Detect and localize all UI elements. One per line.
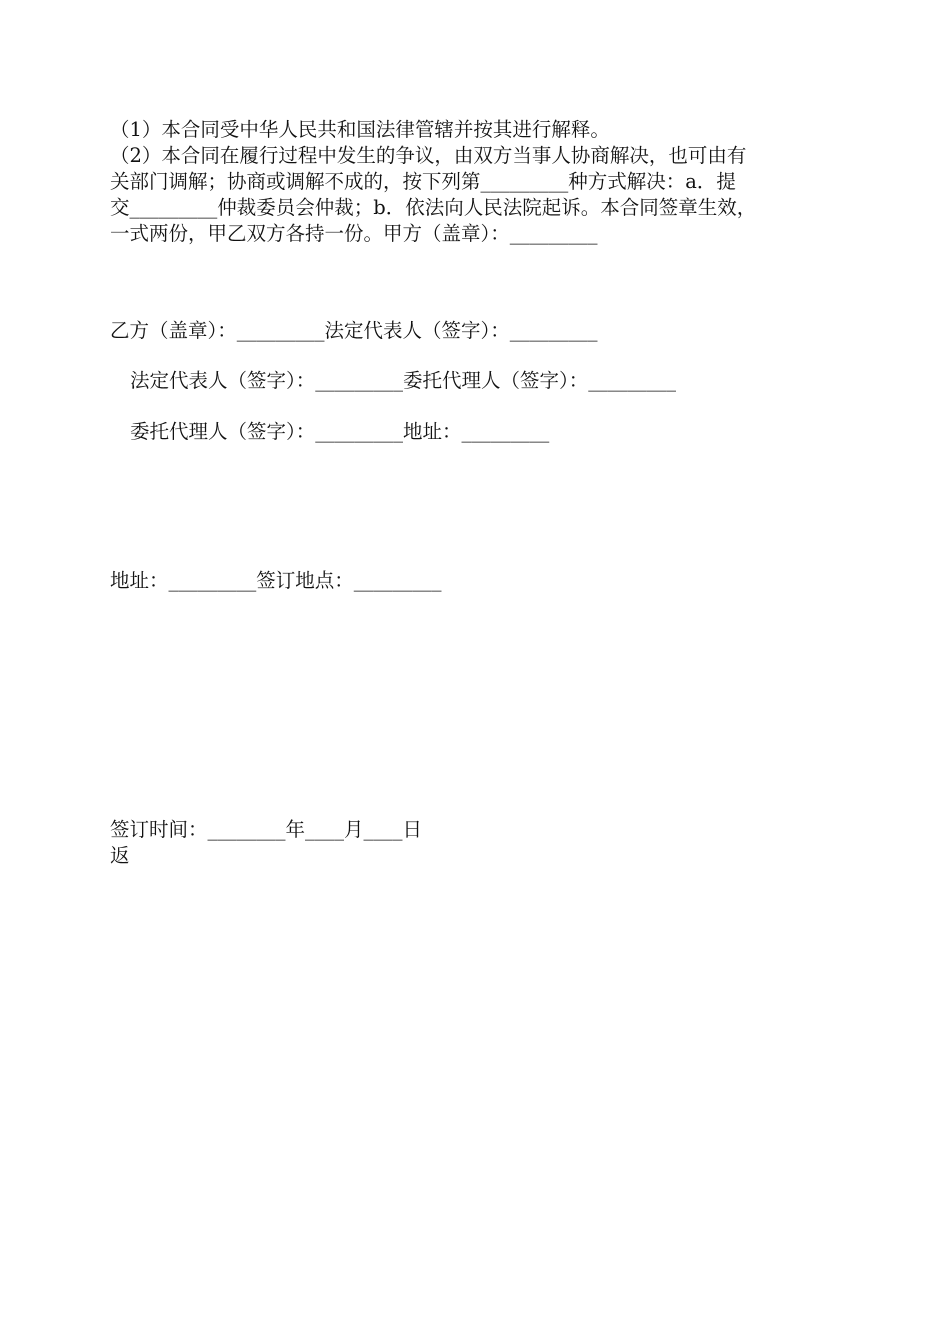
return-text: 返 [110,844,130,867]
clause-2-text-line-3: 交_________仲裁委员会仲裁；b．依法向人民法院起诉。本合同签章生效， [110,196,757,219]
address-location-line: 地址：_________签订地点：_________ [110,569,442,592]
party-b-seal-line: 乙方（盖章）：_________法定代表人（签字）：_________ [110,319,598,342]
signing-date-line: 签订时间：________年____月____日 [110,818,423,841]
legal-rep-signature-line: 法定代表人（签字）：_________委托代理人（签字）：_________ [130,369,677,392]
clause-2-text-line-4: 一式两份，甲乙双方各持一份。甲方（盖章）：_________ [110,222,598,245]
agent-signature-line: 委托代理人（签字）：_________地址：_________ [130,420,550,443]
clause-1-text: （1）本合同受中华人民共和国法律管辖并按其进行解释。 [110,118,610,141]
clause-2-text-line-2: 关部门调解；协商或调解不成的，按下列第_________种方式解决：a．提 [110,170,736,193]
clause-2-text-line-1: （2）本合同在履行过程中发生的争议，由双方当事人协商解决，也可由有 [110,144,747,167]
